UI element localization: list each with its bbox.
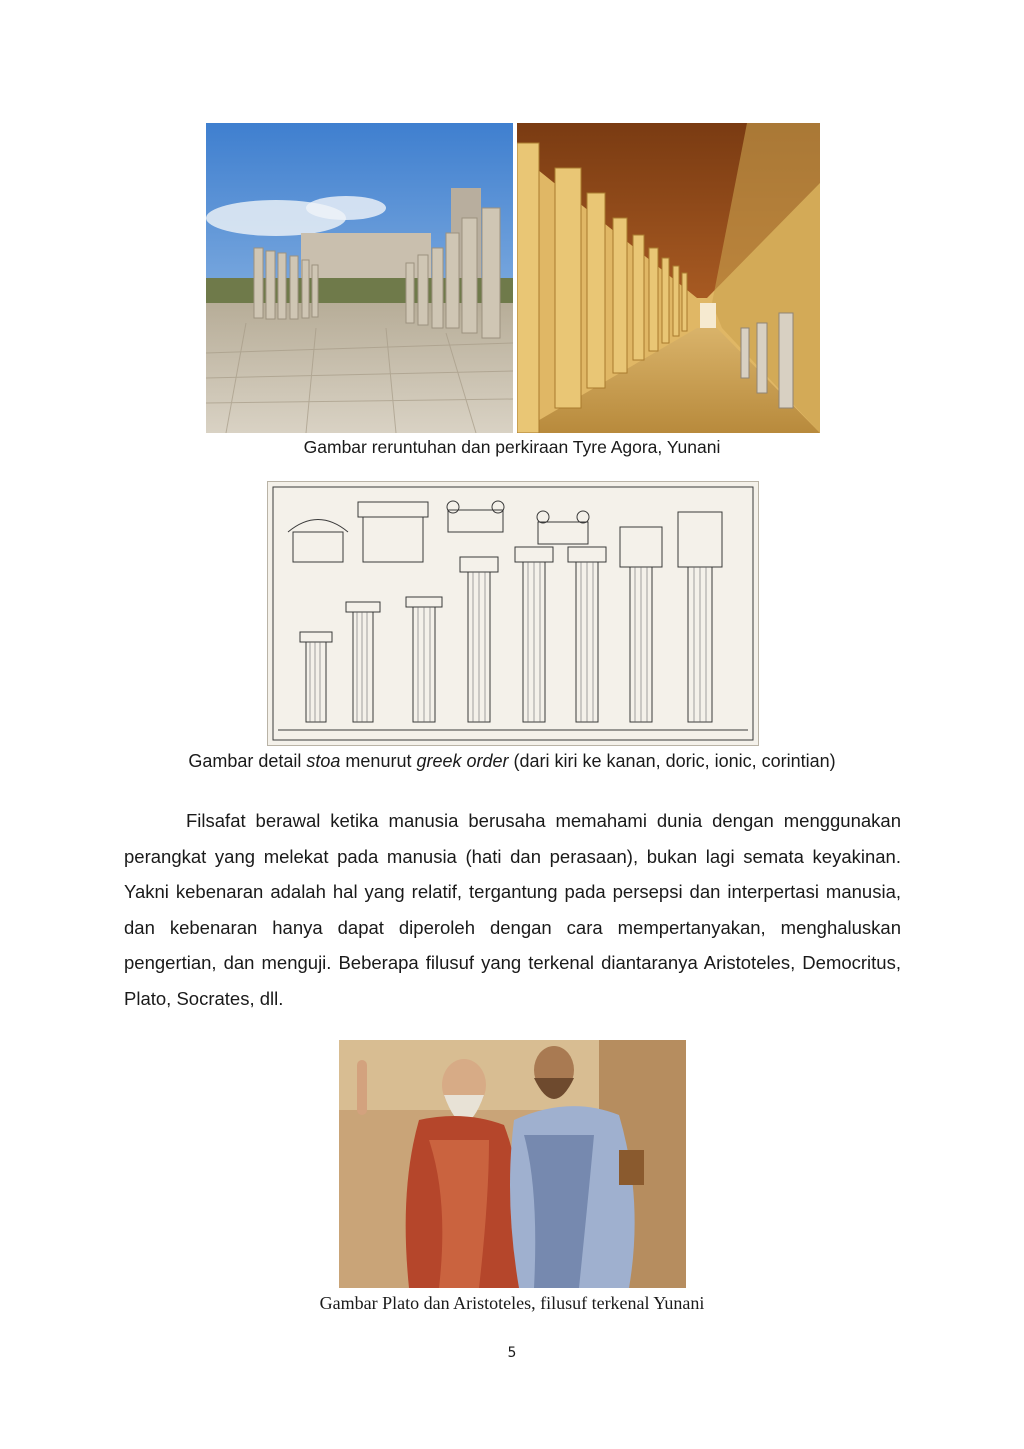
page-number: 5 [507, 1345, 517, 1361]
philosophers-caption: Gambar Plato dan Aristoteles, filusuf terkenal Yunani [319, 1293, 705, 1313]
stoa-corridor-photo [517, 123, 820, 433]
body-paragraph [124, 803, 901, 1016]
orders-caption-post: (dari kiri ke kanan, doric, ionic, corintian) [508, 751, 836, 771]
plato-aristotle-painting [339, 1040, 686, 1288]
greek-orders-engraving [267, 481, 759, 746]
body-paragraph-text: Filsafat berawal ketika manusia berusaha memahami dunia dengan menggunakan perangkat yang melekat pada manusia (hati dan perasaan), bukan lagi semata keyakinan. Yakni kebenaran adalah hal yang relatif, tergantung pada persepsi dan interpertasi manusia, dan kebenaran hanya dapat diperoleh dengan cara mempertanyakan, menghaluskan pengertian, dan menguji. Beberapa filusuf yang terkenal diantaranya Aristoteles, Democritus, Plato, Socrates, dll. [124, 810, 901, 1009]
ruins-caption: Gambar reruntuhan dan perkiraan Tyre Agora, Yunani [303, 437, 721, 457]
orders-caption-pre: Gambar detail [188, 751, 307, 771]
orders-caption-stoa: stoa [306, 751, 341, 771]
ruins-photo [206, 123, 513, 433]
greek-orders-caption [0, 751, 1024, 772]
orders-caption-mid: menurut [340, 751, 417, 771]
orders-caption-greek-order: greek order [416, 751, 509, 771]
